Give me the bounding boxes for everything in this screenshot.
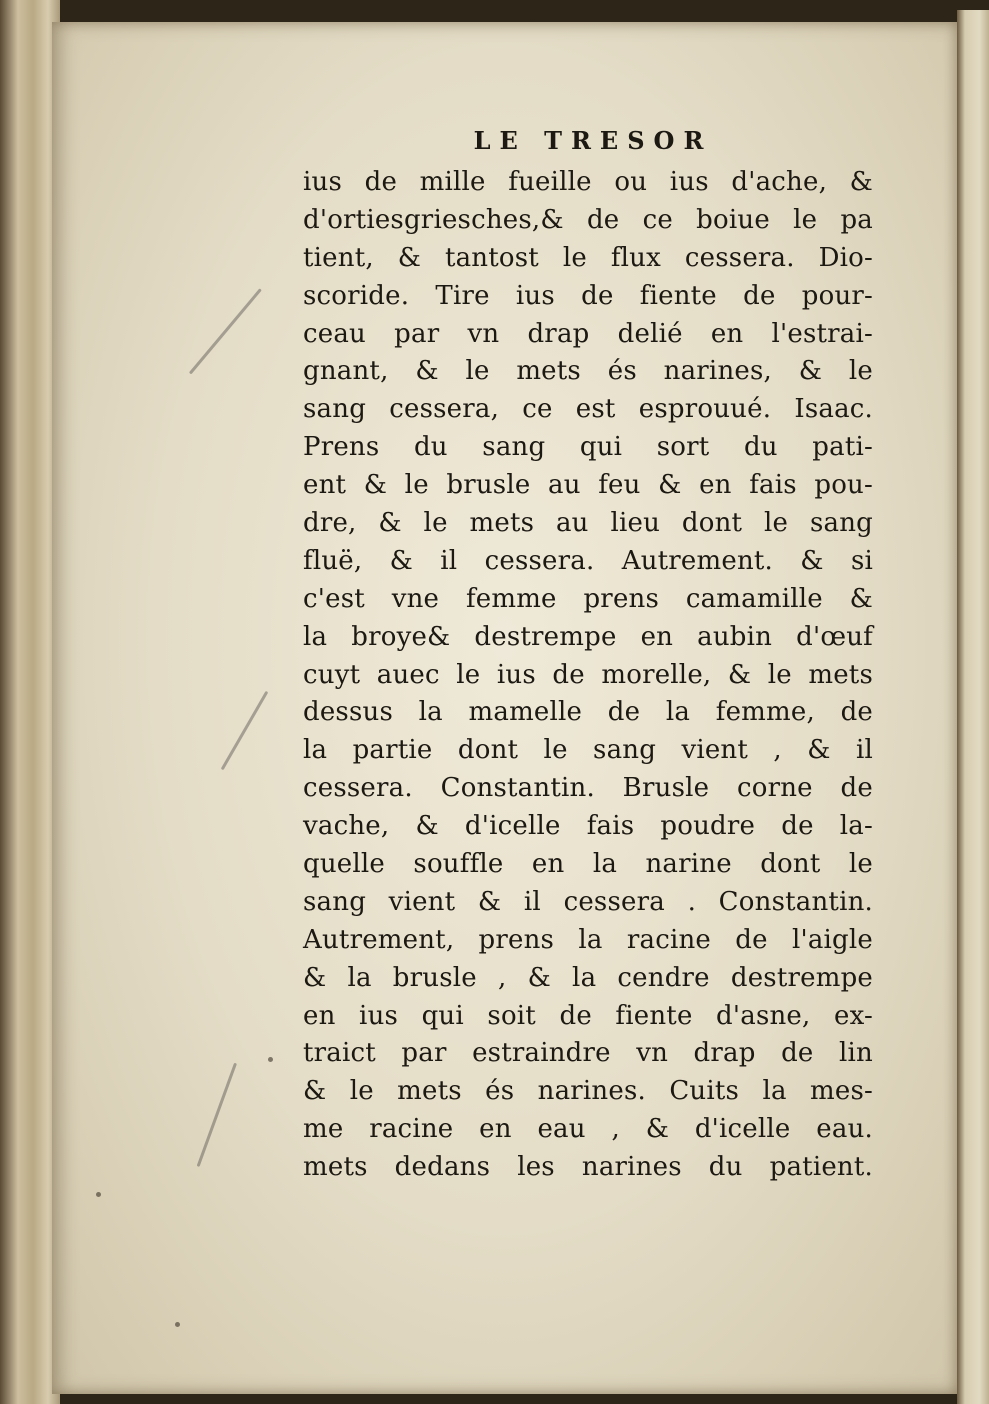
text-line: & la brusle , & la cendre destrempe [303, 962, 873, 993]
text-line: dre, & le mets au lieu dont le sang [303, 508, 873, 539]
text-line: Prens du sang qui sort du pati- [303, 432, 873, 463]
text-line: traict par estraindre vn drap de lin [303, 1038, 873, 1069]
text-line: tient, & tantost le flux cessera. Dio- [303, 242, 873, 273]
book-page-edges [0, 0, 60, 1404]
text-block [303, 126, 873, 1187]
text-line: vache, & d'icelle fais poudre de la- [303, 811, 873, 842]
text-line: gnant, & le mets és narines, & le [303, 356, 873, 387]
text-line: me racine en eau , & d'icelle eau. [303, 1114, 873, 1145]
text-line: cuyt auec le ius de morelle, & le mets [303, 659, 873, 690]
text-line: Autrement, prens la racine de l'aigle [303, 924, 873, 955]
text-line: ius de mille fueille ou ius d'ache, & [303, 167, 873, 197]
ink-speck [96, 1192, 101, 1197]
text-line: mets dedans les narines du patient. [303, 1152, 873, 1183]
text-line: dessus la mamelle de la femme, de [303, 697, 873, 728]
text-line: en ius qui soit de fiente d'asne, ex- [303, 1000, 873, 1031]
ink-speck [175, 1322, 180, 1327]
text-line: la partie dont le sang vient , & il [303, 735, 873, 766]
facing-page-edge [957, 10, 989, 1404]
text-line: fluë, & il cessera. Autrement. & si [303, 545, 873, 576]
text-line: d'ortiesgriesches,& de ce boiue le pa [303, 204, 873, 235]
text-line: la broye& destrempe en aubin d'œuf [303, 621, 873, 652]
ink-speck [268, 1057, 273, 1062]
text-line: cessera. Constantin. Brusle corne de [303, 773, 873, 804]
text-line: ceau par vn drap delié en l'estrai- [303, 318, 873, 349]
text-line: scoride. Tire ius de fiente de pour- [303, 280, 873, 311]
text-line: & le mets és narines. Cuits la mes- [303, 1076, 873, 1107]
text-line: sang vient & il cessera . Constantin. [303, 886, 873, 917]
running-header: LE TRESOR [473, 126, 713, 155]
text-line: ent & le brusle au feu & en fais pou- [303, 470, 873, 501]
text-line: sang cessera, ce est esprouué. Isaac. [303, 394, 873, 425]
text-line: c'est vne femme prens camamille & [303, 583, 873, 614]
text-line: quelle souffle en la narine dont le [303, 849, 873, 880]
